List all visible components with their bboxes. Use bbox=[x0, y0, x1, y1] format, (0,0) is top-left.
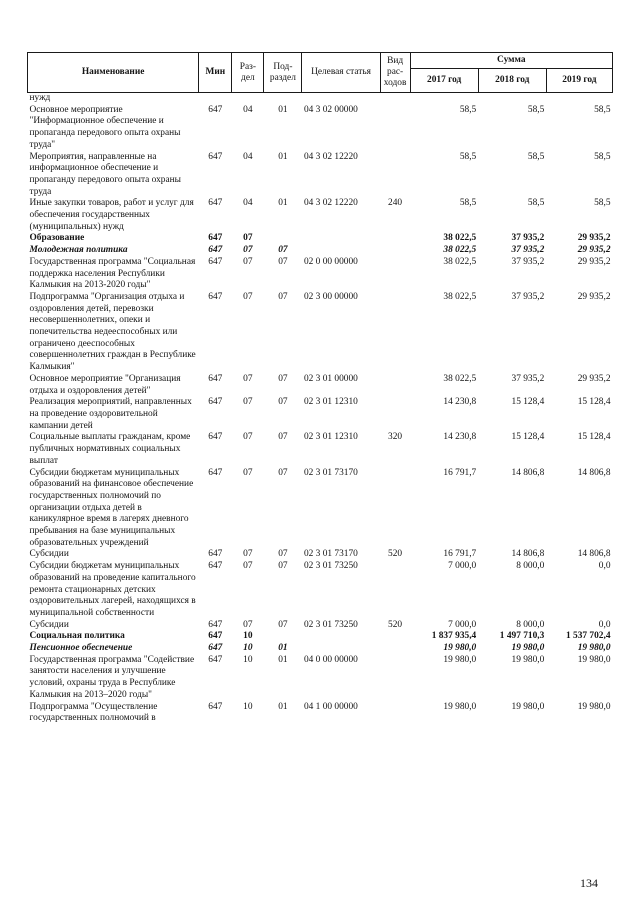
cell-rz: 10 bbox=[243, 701, 253, 712]
cell-s1: 16 791,7 bbox=[443, 467, 477, 478]
cell-pr: 07 bbox=[278, 373, 288, 384]
cell-pr: 07 bbox=[278, 245, 288, 256]
cell-min: 647 bbox=[208, 151, 223, 162]
cell-rz: 07 bbox=[243, 397, 253, 408]
cell-name: Молодежная политика bbox=[29, 245, 128, 256]
cell-name: Социальная политика bbox=[29, 631, 125, 642]
table-row bbox=[28, 397, 613, 432]
header-sum: Сумма bbox=[410, 53, 612, 69]
cell-s3: 29 935,2 bbox=[577, 373, 611, 384]
cell-s2 bbox=[478, 93, 546, 105]
cell-s3: 58,5 bbox=[594, 198, 611, 209]
cell-min: 647 bbox=[208, 245, 223, 256]
table-row bbox=[28, 152, 613, 199]
cell-min: 647 bbox=[208, 549, 223, 560]
cell-s2: 37 935,2 bbox=[511, 256, 545, 267]
cell-rz: 07 bbox=[243, 233, 253, 244]
cell-pr: 01 bbox=[278, 643, 288, 654]
cell-rz: 07 bbox=[243, 432, 253, 443]
header-podrazdel: Под-раздел bbox=[264, 53, 302, 93]
cell-s3 bbox=[546, 93, 612, 105]
cell-rz: 07 bbox=[243, 467, 253, 478]
table-row bbox=[28, 702, 613, 725]
cell-rz: 07 bbox=[243, 619, 253, 630]
cell-name: Субсидии бюджетам муниципальных образований на проведение капитального ремонта стационарных детских оздоровительных лагерей, находящихся в муниципальной собственности bbox=[29, 561, 196, 618]
cell-s2: 8 000,0 bbox=[516, 619, 545, 630]
cell-s3: 29 935,2 bbox=[577, 291, 611, 302]
cell-pr: 07 bbox=[278, 619, 288, 630]
table-body bbox=[28, 93, 613, 725]
cell-pr: 07 bbox=[278, 291, 288, 302]
cell-rz: 10 bbox=[243, 654, 253, 665]
header-min: Мин bbox=[199, 53, 232, 93]
cell-s3: 19 980,0 bbox=[577, 643, 611, 654]
cell-pr: 01 bbox=[278, 151, 288, 162]
cell-s3: 0,0 bbox=[598, 561, 611, 572]
cell-cs: 02 3 01 00000 bbox=[303, 373, 358, 384]
cell-s1: 58,5 bbox=[459, 151, 477, 162]
cell-vr bbox=[380, 105, 410, 152]
cell-min: 647 bbox=[208, 397, 223, 408]
cell-cs: 02 3 01 12310 bbox=[303, 397, 358, 408]
cell-name: Субсидии бюджетам муниципальных образований на финансовое обеспечение государственных полномочий по организации отдыха детей в каникулярное время в лагерях дневного пребывания на базе муниципальных образовательных учреждений bbox=[29, 467, 194, 548]
cell-pr bbox=[264, 233, 302, 245]
cell-vr bbox=[380, 468, 410, 550]
cell-min: 647 bbox=[208, 643, 223, 654]
cell-s2: 19 980,0 bbox=[511, 701, 545, 712]
table-row bbox=[28, 655, 613, 702]
cell-pr: 01 bbox=[278, 701, 288, 712]
cell-vr bbox=[380, 561, 410, 620]
cell-rz: 04 bbox=[243, 151, 253, 162]
cell-vr bbox=[380, 702, 410, 725]
cell-cs: 02 3 01 73170 bbox=[303, 467, 358, 478]
cell-vr: 240 bbox=[388, 198, 403, 209]
table-row bbox=[28, 233, 613, 245]
table-row bbox=[28, 549, 613, 561]
cell-s3: 19 980,0 bbox=[577, 654, 611, 665]
cell-s1: 19 980,0 bbox=[443, 654, 477, 665]
cell-vr: 520 bbox=[388, 549, 403, 560]
cell-vr bbox=[380, 257, 410, 292]
cell-s1: 1 837 935,4 bbox=[431, 631, 477, 642]
cell-pr: 07 bbox=[278, 549, 288, 560]
table-row bbox=[28, 631, 613, 643]
cell-name: Образование bbox=[29, 233, 85, 244]
cell-s3: 15 128,4 bbox=[577, 397, 611, 408]
cell-cs: 02 3 01 73250 bbox=[303, 619, 358, 630]
cell-pr bbox=[264, 631, 302, 643]
cell-name: Пенсионное обеспечение bbox=[29, 643, 133, 654]
cell-s1: 7 000,0 bbox=[448, 619, 477, 630]
table-row bbox=[28, 245, 613, 257]
header-name: Наименование bbox=[28, 53, 199, 93]
cell-s3: 58,5 bbox=[594, 151, 611, 162]
cell-s2: 14 806,8 bbox=[511, 467, 545, 478]
cell-s1: 19 980,0 bbox=[443, 643, 477, 654]
cell-s2: 37 935,2 bbox=[511, 291, 545, 302]
cell-rz: 04 bbox=[243, 104, 253, 115]
cell-name: нужд bbox=[29, 93, 51, 103]
cell-cs: 02 0 00 00000 bbox=[303, 256, 358, 267]
cell-pr: 01 bbox=[278, 198, 288, 209]
cell-s1: 38 022,5 bbox=[443, 373, 477, 384]
cell-cs bbox=[302, 93, 380, 105]
cell-cs: 02 3 00 00000 bbox=[303, 291, 358, 302]
cell-vr bbox=[380, 93, 410, 105]
cell-s3: 1 537 702,4 bbox=[565, 631, 611, 642]
cell-name: Государственная программа "Содействие занятости населения и улучшение условий, охраны труда в Республике Калмыкия на 2013–2020 годы" bbox=[29, 654, 195, 700]
table-row bbox=[28, 374, 613, 397]
cell-rz: 07 bbox=[243, 549, 253, 560]
cell-rz: 07 bbox=[243, 291, 253, 302]
cell-min: 647 bbox=[208, 198, 223, 209]
cell-rz bbox=[232, 93, 264, 105]
table-header bbox=[28, 53, 613, 93]
table-row bbox=[28, 105, 613, 152]
cell-vr bbox=[380, 631, 410, 643]
cell-cs: 02 3 01 12310 bbox=[303, 432, 358, 443]
cell-s1: 38 022,5 bbox=[443, 233, 477, 244]
table-row bbox=[28, 643, 613, 655]
cell-s3: 29 935,2 bbox=[577, 245, 611, 256]
cell-min: 647 bbox=[208, 104, 223, 115]
header-cs: Целевая статья bbox=[302, 53, 380, 93]
cell-s3: 58,5 bbox=[594, 104, 611, 115]
cell-vr bbox=[380, 245, 410, 257]
cell-cs bbox=[302, 631, 380, 643]
cell-name: Государственная программа "Социальная поддержка населения Республики Калмыкия на 2013-2020 годы" bbox=[29, 256, 196, 291]
cell-s1: 38 022,5 bbox=[443, 256, 477, 267]
cell-min: 647 bbox=[208, 432, 223, 443]
cell-cs: 04 3 02 00000 bbox=[303, 104, 358, 115]
header-2018: 2018 год bbox=[478, 69, 546, 93]
cell-rz: 07 bbox=[243, 373, 253, 384]
table-row bbox=[28, 292, 613, 374]
cell-s1: 19 980,0 bbox=[443, 701, 477, 712]
cell-s1: 58,5 bbox=[459, 198, 477, 209]
cell-s2: 37 935,2 bbox=[511, 373, 545, 384]
cell-pr bbox=[264, 93, 302, 105]
cell-min: 647 bbox=[208, 291, 223, 302]
cell-pr: 07 bbox=[278, 397, 288, 408]
table-row bbox=[28, 561, 613, 620]
page-number: 134 bbox=[580, 876, 598, 890]
cell-cs bbox=[302, 245, 380, 257]
cell-cs: 04 1 00 00000 bbox=[303, 701, 358, 712]
budget-page bbox=[27, 52, 613, 725]
cell-s2: 19 980,0 bbox=[511, 643, 545, 654]
cell-min: 647 bbox=[208, 619, 223, 630]
cell-s1: 7 000,0 bbox=[448, 561, 477, 572]
header-razdel: Раз-дел bbox=[232, 53, 264, 93]
cell-s3: 14 806,8 bbox=[577, 549, 611, 560]
cell-vr: 320 bbox=[388, 432, 403, 443]
cell-s2: 15 128,4 bbox=[511, 397, 545, 408]
cell-vr bbox=[380, 655, 410, 702]
cell-rz: 07 bbox=[243, 256, 253, 267]
cell-s3: 29 935,2 bbox=[577, 256, 611, 267]
cell-s3: 14 806,8 bbox=[577, 467, 611, 478]
cell-cs: 02 3 01 73170 bbox=[303, 549, 358, 560]
cell-vr bbox=[380, 233, 410, 245]
cell-cs: 02 3 01 73250 bbox=[303, 561, 358, 572]
header-2017: 2017 год bbox=[410, 69, 478, 93]
cell-rz: 10 bbox=[243, 631, 253, 642]
cell-rz: 04 bbox=[243, 198, 253, 209]
cell-s2: 1 497 710,3 bbox=[499, 631, 545, 642]
cell-s2: 58,5 bbox=[527, 151, 545, 162]
table-row bbox=[28, 257, 613, 292]
table-row bbox=[28, 432, 613, 467]
cell-min: 647 bbox=[208, 631, 223, 642]
cell-s1: 38 022,5 bbox=[443, 245, 477, 256]
cell-cs: 04 3 02 12220 bbox=[303, 198, 358, 209]
cell-s1: 38 022,5 bbox=[443, 291, 477, 302]
cell-cs: 04 0 00 00000 bbox=[303, 654, 358, 665]
header-vr: Вид рас-ходов bbox=[380, 53, 410, 93]
cell-rz: 07 bbox=[243, 561, 253, 572]
cell-pr: 07 bbox=[278, 467, 288, 478]
cell-s2: 19 980,0 bbox=[511, 654, 545, 665]
cell-cs bbox=[302, 643, 380, 655]
cell-name: Иные закупки товаров, работ и услуг для обеспечения государственных (муниципальных) нужд bbox=[29, 198, 194, 232]
table-row bbox=[28, 468, 613, 550]
cell-min: 647 bbox=[208, 561, 223, 572]
cell-s3: 0,0 bbox=[598, 619, 611, 630]
cell-name: Основное мероприятие "Информационное обеспечение и пропаганда передового опыта охраны труда" bbox=[29, 104, 181, 150]
cell-vr bbox=[380, 643, 410, 655]
cell-min bbox=[199, 93, 232, 105]
cell-name: Подпрограмма "Организация отдыха и оздоровления детей, перевозки несовершеннолетних, опеки и попечительства недееспособных или ограничено дееспособных совершеннолетних граждан в Республике Калмыкия" bbox=[29, 291, 196, 373]
cell-vr bbox=[380, 397, 410, 432]
cell-pr: 07 bbox=[278, 561, 288, 572]
cell-name: Основное мероприятие "Организация отдыха и оздоровления детей" bbox=[29, 373, 181, 396]
cell-s2: 58,5 bbox=[527, 198, 545, 209]
cell-vr: 520 bbox=[388, 619, 403, 630]
cell-name: Субсидии bbox=[29, 549, 69, 560]
cell-min: 647 bbox=[208, 233, 223, 244]
cell-name: Реализация мероприятий, направленных на проведение оздоровительной кампании детей bbox=[29, 397, 192, 431]
cell-s2: 8 000,0 bbox=[516, 561, 545, 572]
cell-min: 647 bbox=[208, 701, 223, 712]
cell-s2: 58,5 bbox=[527, 104, 545, 115]
cell-rz: 10 bbox=[243, 643, 253, 654]
cell-s1: 16 791,7 bbox=[443, 549, 477, 560]
cell-pr: 07 bbox=[278, 432, 288, 443]
cell-min: 647 bbox=[208, 654, 223, 665]
cell-min: 647 bbox=[208, 256, 223, 267]
cell-min: 647 bbox=[208, 467, 223, 478]
cell-cs: 04 3 02 12220 bbox=[303, 151, 358, 162]
cell-s3: 19 980,0 bbox=[577, 701, 611, 712]
table-row bbox=[28, 93, 613, 105]
cell-name: Субсидии bbox=[29, 619, 69, 630]
cell-rz: 07 bbox=[243, 245, 253, 256]
cell-s2: 14 806,8 bbox=[511, 549, 545, 560]
cell-name: Подпрограмма "Осуществление государственных полномочий в bbox=[29, 701, 158, 724]
cell-name: Мероприятия, направленные на информационное обеспечение и пропаганду передового опыта охраны труда bbox=[29, 151, 181, 197]
table-row bbox=[28, 620, 613, 632]
cell-s2: 37 935,2 bbox=[511, 245, 545, 256]
cell-s2: 37 935,2 bbox=[511, 233, 545, 244]
cell-name: Социальные выплаты гражданам, кроме публичных нормативных социальных выплат bbox=[29, 432, 191, 466]
cell-vr bbox=[380, 374, 410, 397]
cell-min: 647 bbox=[208, 373, 223, 384]
cell-s3: 29 935,2 bbox=[577, 233, 611, 244]
cell-s1 bbox=[410, 93, 478, 105]
cell-pr: 01 bbox=[278, 654, 288, 665]
cell-s2: 15 128,4 bbox=[511, 432, 545, 443]
cell-vr bbox=[380, 152, 410, 199]
header-2019: 2019 год bbox=[546, 69, 612, 93]
table-row bbox=[28, 198, 613, 233]
budget-table bbox=[27, 52, 613, 725]
cell-s3: 15 128,4 bbox=[577, 432, 611, 443]
cell-pr: 07 bbox=[278, 256, 288, 267]
cell-pr: 01 bbox=[278, 104, 288, 115]
cell-cs bbox=[302, 233, 380, 245]
cell-s1: 14 230,8 bbox=[443, 432, 477, 443]
cell-vr bbox=[380, 292, 410, 374]
cell-s1: 58,5 bbox=[459, 104, 477, 115]
cell-s1: 14 230,8 bbox=[443, 397, 477, 408]
